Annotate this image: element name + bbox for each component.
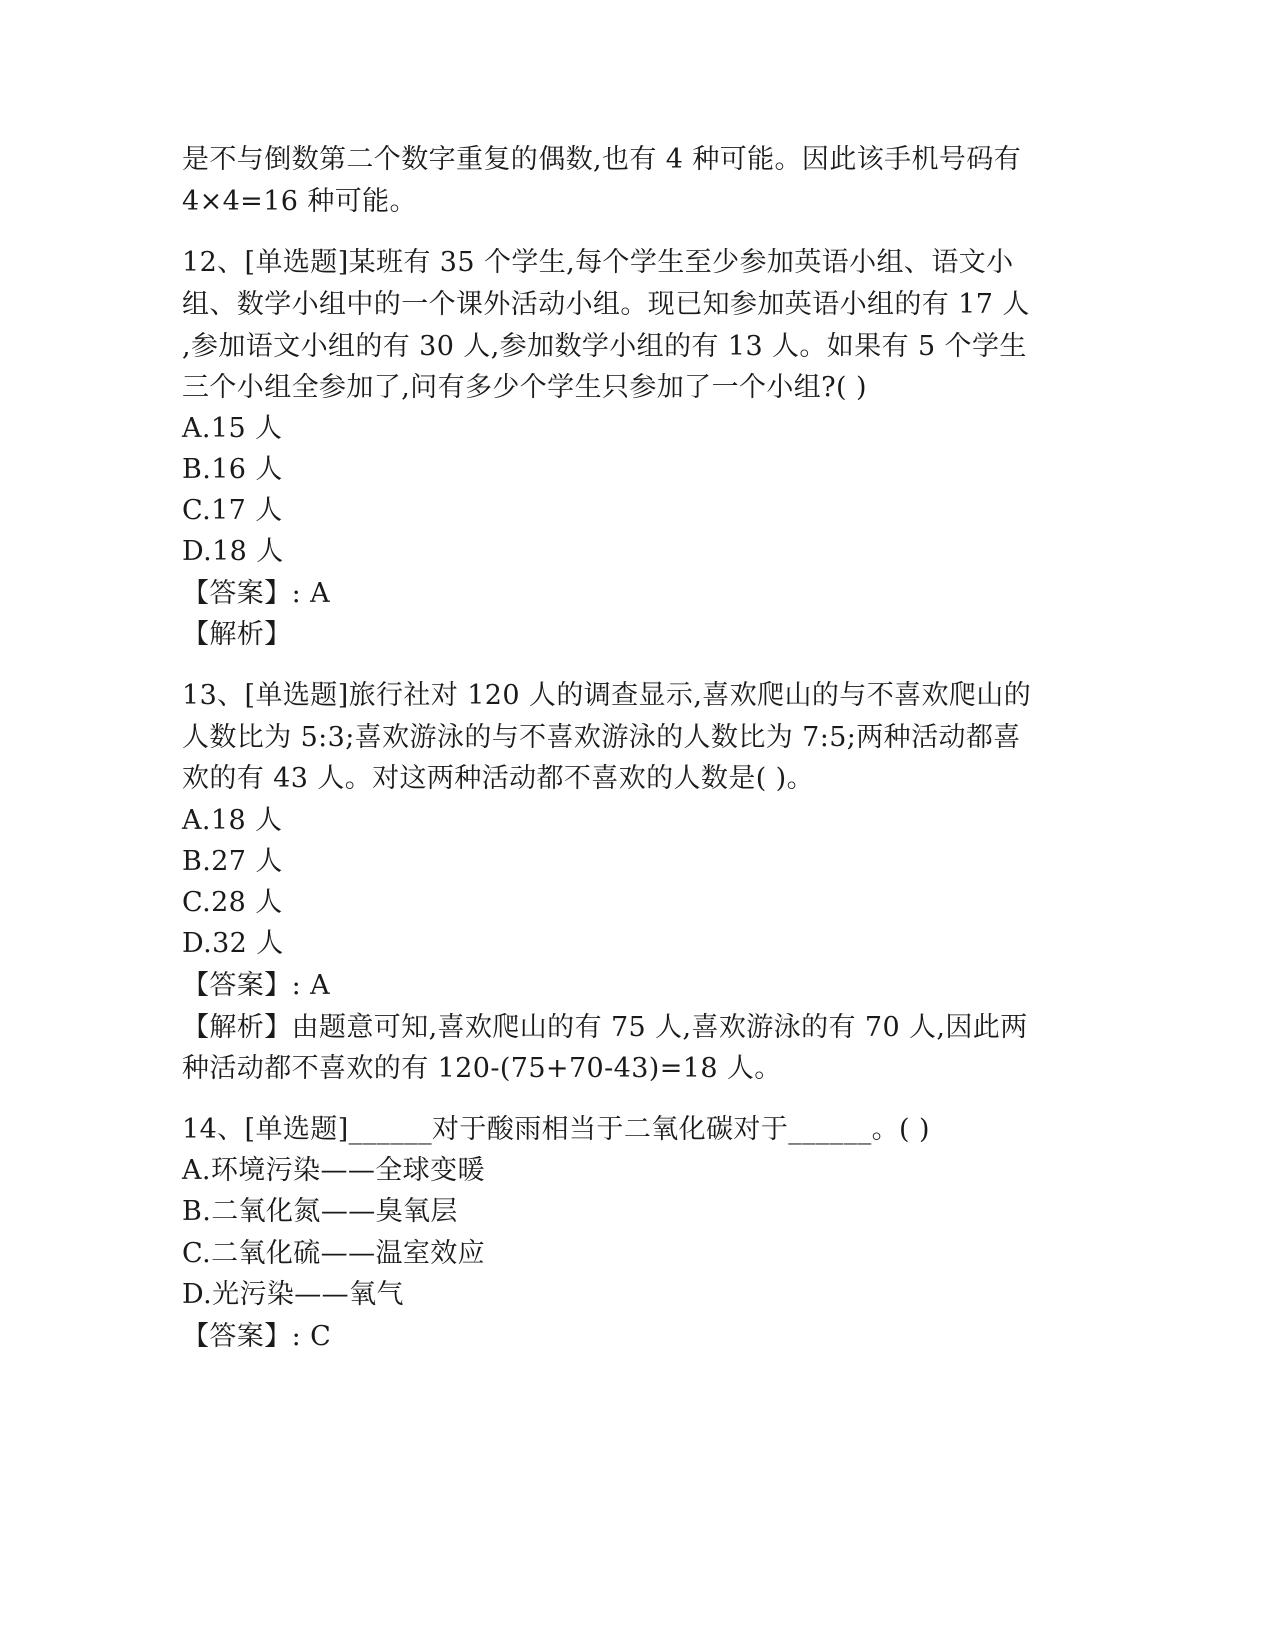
q14-option-a: A.环境污染——全球变暖 xyxy=(182,1155,485,1186)
q13-option-b: B.27 人 xyxy=(182,846,283,877)
q13-analysis-line-1: 【解析】由题意可知,喜欢爬山的有 75 人,喜欢游泳的有 70 人,因此两 xyxy=(182,1012,1028,1043)
q12-option-a: A.15 人 xyxy=(182,413,283,444)
q14-option-c: C.二氧化硫——温室效应 xyxy=(182,1238,486,1269)
continuation-line-2: 4×4=16 种可能。 xyxy=(182,186,417,217)
q13-option-c: C.28 人 xyxy=(182,887,283,918)
q14-option-d: D.光污染——氧气 xyxy=(182,1279,404,1310)
q14-stem-line-1: 14、[单选题]______对于酸雨相当于二氧化碳对于______。( ) xyxy=(182,1114,930,1145)
q13-option-a: A.18 人 xyxy=(182,805,283,836)
q12-stem-line-4: 三个小组全参加了,问有多少个学生只参加了一个小组?( ) xyxy=(182,372,867,403)
q12-option-c: C.17 人 xyxy=(182,495,283,526)
q12-option-d: D.18 人 xyxy=(182,536,284,567)
continuation-line-1: 是不与倒数第二个数字重复的偶数,也有 4 种可能。因此该手机号码有 xyxy=(182,144,1022,175)
q12-option-b: B.16 人 xyxy=(182,454,283,485)
q13-analysis-line-2: 种活动都不喜欢的有 120-(75+70-43)=18 人。 xyxy=(182,1053,782,1084)
q13-option-d: D.32 人 xyxy=(182,928,284,959)
q13-stem-line-2: 人数比为 5:3;喜欢游泳的与不喜欢游泳的人数比为 7:5;两种活动都喜 xyxy=(182,722,1021,753)
q12-answer: 【答案】: A xyxy=(182,578,330,609)
q12-stem-line-1: 12、[单选题]某班有 35 个学生,每个学生至少参加英语小组、语文小 xyxy=(182,247,1014,278)
q13-stem-line-3: 欢的有 43 人。对这两种活动都不喜欢的人数是( )。 xyxy=(182,763,814,794)
q12-stem-line-3: ,参加语文小组的有 30 人,参加数学小组的有 13 人。如果有 5 个学生 xyxy=(182,331,1027,362)
q14-answer: 【答案】: C xyxy=(182,1321,332,1352)
q12-stem-line-2: 组、数学小组中的一个课外活动小组。现已知参加英语小组的有 17 人 xyxy=(182,289,1030,320)
q14-option-b: B.二氧化氮——臭氧层 xyxy=(182,1196,458,1227)
q13-stem-line-1: 13、[单选题]旅行社对 120 人的调查显示,喜欢爬山的与不喜欢爬山的 xyxy=(182,680,1032,711)
q13-answer: 【答案】: A xyxy=(182,970,330,1001)
q12-analysis: 【解析】 xyxy=(182,619,292,650)
